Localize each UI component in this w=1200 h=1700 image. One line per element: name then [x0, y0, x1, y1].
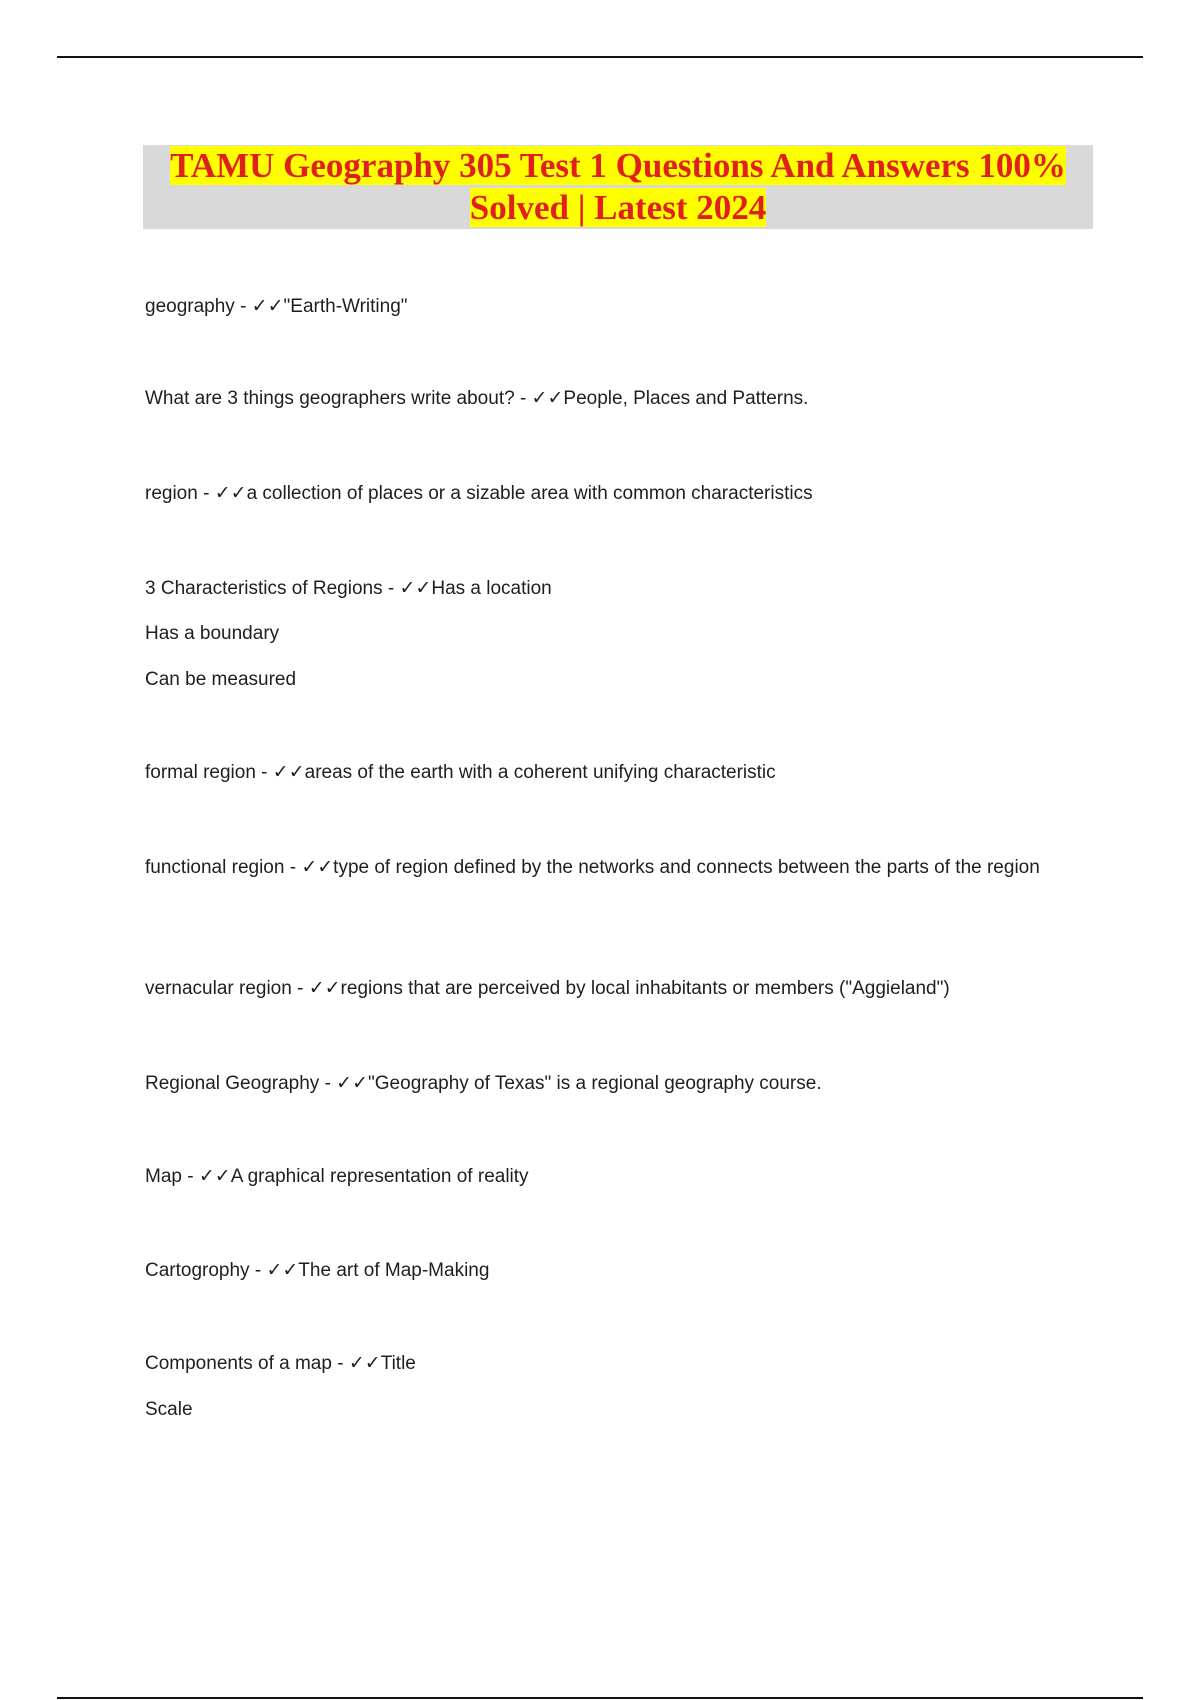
- check-separator: - ✓✓: [514, 388, 564, 409]
- qa-answer: A graphical representation of reality: [230, 1166, 529, 1187]
- top-rule: [57, 56, 1143, 58]
- check-separator: - ✓✓: [197, 483, 247, 504]
- title-line-2: Solved | Latest 2024: [469, 188, 767, 227]
- check-separator: - ✓✓: [291, 978, 341, 999]
- qa-term: functional region: [145, 857, 285, 878]
- title-line-1: TAMU Geography 305 Test 1 Questions And Answers 100%: [170, 146, 1066, 185]
- qa-term: Components of a map: [145, 1353, 332, 1374]
- check-separator: - ✓✓: [255, 762, 305, 783]
- qa-entry: [145, 292, 1065, 321]
- bottom-rule: [57, 1697, 1143, 1699]
- qa-answer-continuation: Has a boundary: [145, 623, 280, 644]
- qa-term: Regional Geography: [145, 1073, 320, 1094]
- qa-entry: [145, 758, 1065, 787]
- qa-entry: [145, 853, 1065, 882]
- qa-answer: areas of the earth with a coherent unifying characteristic: [304, 762, 776, 783]
- qa-entry: [145, 1069, 1065, 1098]
- qa-term: 3 Characteristics of Regions: [145, 578, 383, 599]
- check-separator: - ✓✓: [234, 296, 284, 317]
- qa-answer: Has a location: [431, 578, 552, 599]
- qa-term: Map: [145, 1166, 182, 1187]
- qa-answer: "Geography of Texas" is a regional geography course.: [368, 1073, 822, 1094]
- qa-answer: type of region defined by the networks and connects between the parts of the region: [333, 857, 1040, 878]
- qa-entry: [145, 574, 1065, 603]
- qa-entry: [145, 384, 1065, 413]
- check-separator: - ✓✓: [319, 1073, 369, 1094]
- qa-answer-continuation: Can be measured: [145, 669, 297, 690]
- qa-entry: [145, 479, 1065, 508]
- qa-answer: regions that are perceived by local inhabitants or members ("Aggieland"): [340, 978, 950, 999]
- check-separator: - ✓✓: [181, 1166, 231, 1187]
- qa-answer: "Earth-Writing": [283, 296, 408, 317]
- document-title: [143, 145, 1093, 229]
- qa-term: geography: [145, 296, 235, 317]
- qa-answer: a collection of places or a sizable area with common characteristics: [246, 483, 813, 504]
- qa-entry: [145, 974, 1065, 1003]
- qa-answer: Title: [380, 1353, 416, 1374]
- qa-term: vernacular region: [145, 978, 292, 999]
- qa-answer: People, Places and Patterns.: [563, 388, 809, 409]
- qa-answer: The art of Map-Making: [298, 1260, 490, 1281]
- check-separator: - ✓✓: [284, 857, 334, 878]
- check-separator: - ✓✓: [382, 578, 432, 599]
- qa-term: Cartogrophy: [145, 1260, 250, 1281]
- qa-term: region: [145, 483, 198, 504]
- qa-term: What are 3 things geographers write about?: [145, 388, 515, 409]
- qa-entry: [145, 1349, 1065, 1378]
- check-separator: - ✓✓: [331, 1353, 381, 1374]
- check-separator: - ✓✓: [249, 1260, 299, 1281]
- qa-term: formal region: [145, 762, 256, 783]
- qa-answer-continuation: Scale: [145, 1399, 193, 1420]
- qa-entry: [145, 1256, 1065, 1285]
- qa-entry: [145, 1162, 1065, 1191]
